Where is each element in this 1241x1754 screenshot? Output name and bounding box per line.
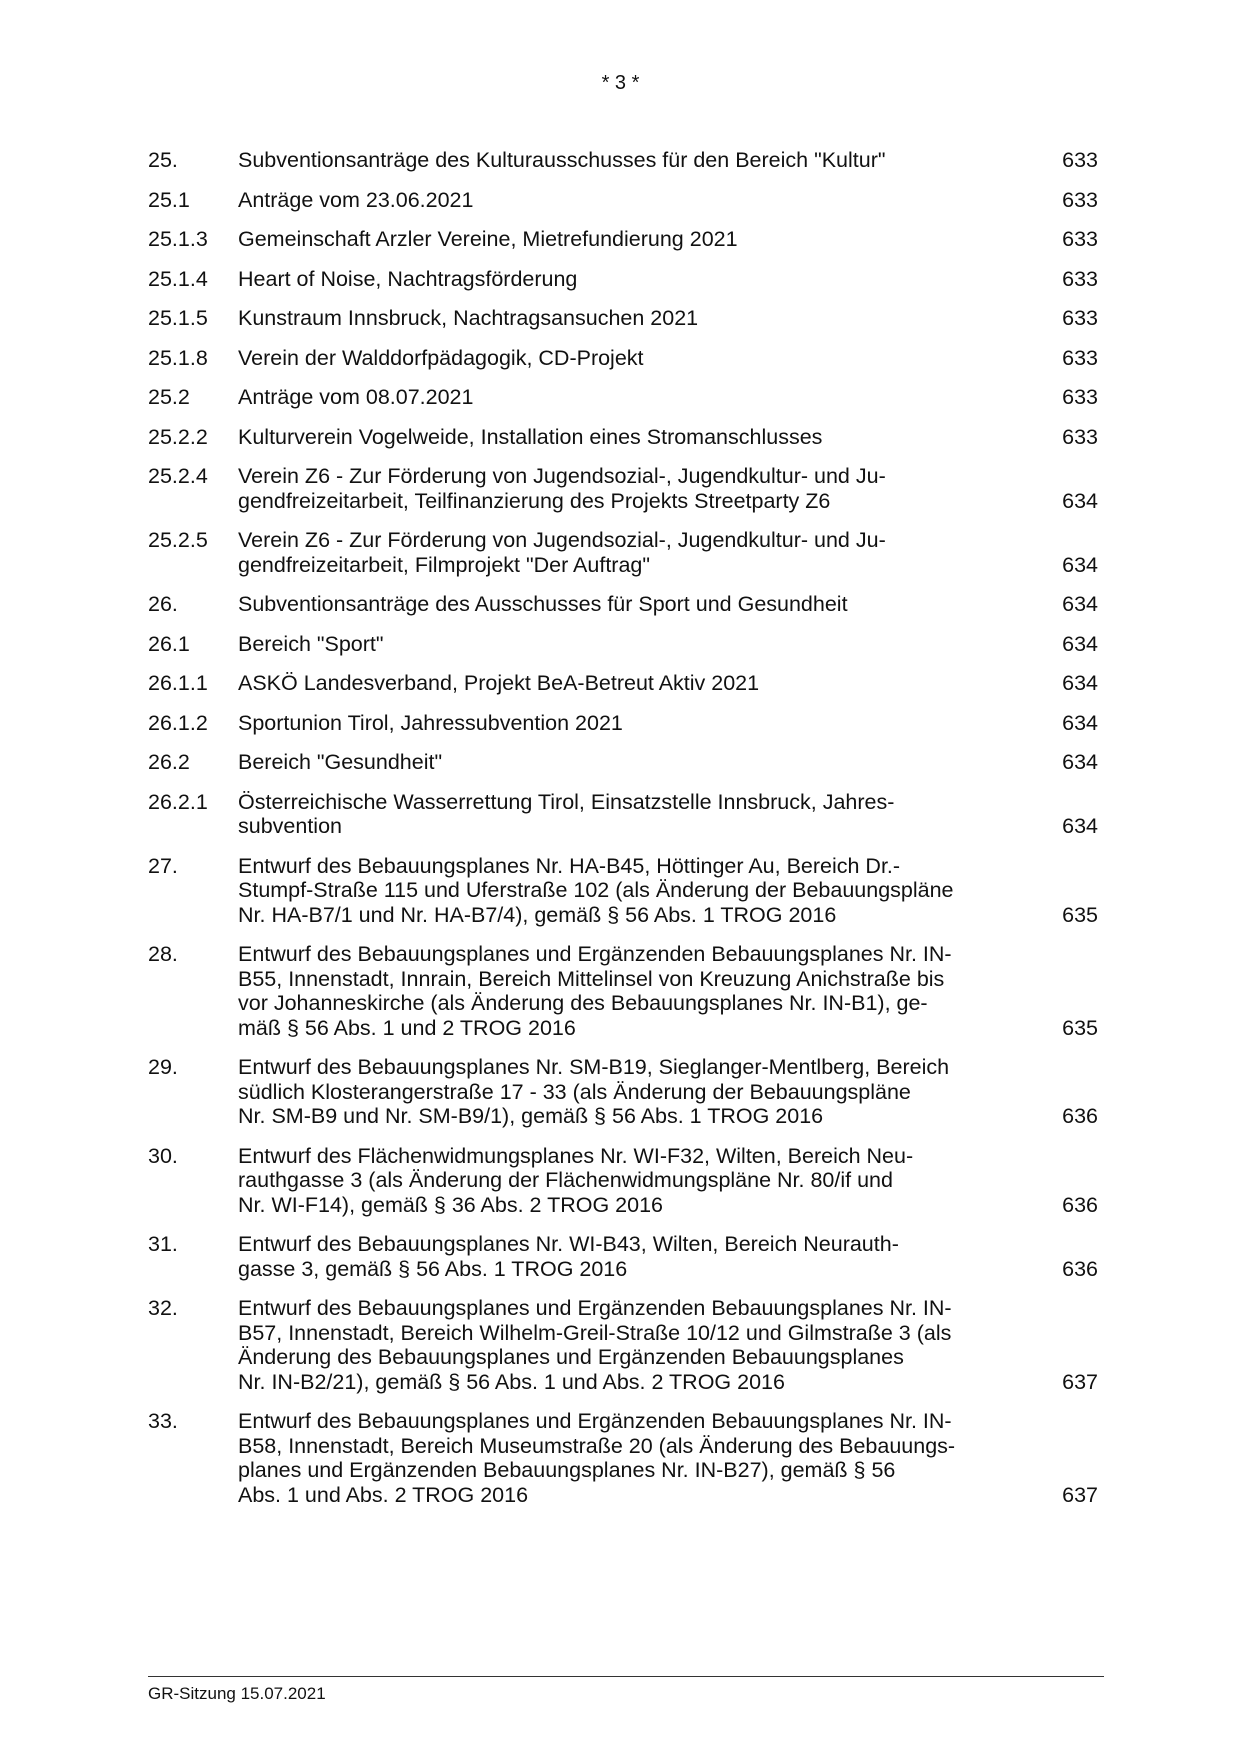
toc-entry [148, 1144, 1098, 1218]
toc-entry-number: 25.1.3 [148, 227, 208, 251]
toc-entry-number: 27. [148, 853, 178, 878]
toc-entry-number: 32. [148, 1296, 178, 1320]
toc-entry [148, 267, 1098, 292]
toc-entry-title: Österreichische Wasserrettung Tirol, Einsatzstelle Innsbruck, Jahres- subvention [238, 789, 895, 838]
toc-entry-title: Bereich "Sport" [238, 631, 384, 656]
toc-entry-page: 634 [1062, 671, 1098, 695]
toc-entry-number: 28. [148, 942, 178, 966]
toc-entry-title: Sportunion Tirol, Jahressubvention 2021 [238, 710, 623, 735]
toc-entry-page: 637 [1062, 1369, 1098, 1394]
toc-entry-page: 635 [1062, 1015, 1098, 1040]
toc-entry-number: 25. [148, 148, 178, 172]
toc-entry-number: 25.2.5 [148, 528, 208, 552]
toc-entry-title: Entwurf des Flächenwidmungsplanes Nr. WI-F32, Wilten, Bereich Neu- rauthgasse 3 (als Änderung der Flächenwidmungspläne Nr. 80/if und Nr. WI-F14), gemäß § 36 Abs. 2 TROG 2016 [238, 1143, 914, 1217]
footer-divider [148, 1676, 1104, 1677]
toc-entry [148, 750, 1098, 775]
toc-entry-title: ASKÖ Landesverband, Projekt BeA-Betreut Aktiv 2021 [238, 671, 760, 695]
toc-entry-title: Subventionsanträge des Ausschusses für Sport und Gesundheit [238, 592, 848, 616]
toc-entry-title: Kunstraum Innsbruck, Nachtragsansuchen 2021 [238, 306, 699, 330]
toc-entry-number: 26.1.2 [148, 710, 208, 735]
toc-entry-number: 31. [148, 1232, 178, 1256]
toc-entry-number: 26.1 [148, 631, 190, 656]
toc-entry-page: 636 [1062, 1104, 1098, 1128]
toc-entry-title: Heart of Noise, Nachtragsförderung [238, 266, 578, 291]
toc-entry-page: 633 [1062, 187, 1098, 212]
toc-entry-page: 633 [1062, 424, 1098, 449]
toc-entry [148, 346, 1098, 371]
toc-entry [148, 592, 1098, 617]
toc-entry-title: Verein Z6 - Zur Förderung von Jugendsozial-, Jugendkultur- und Ju- gendfreizeitarbeit, Teilfinanzierung des Projekts Streetparty Z6 [238, 464, 886, 513]
toc-entry [148, 790, 1098, 839]
toc-entry [148, 854, 1098, 928]
toc-entry-number: 29. [148, 1055, 178, 1079]
toc-entry-title: Bereich "Gesundheit" [238, 750, 443, 774]
toc-entry [148, 1296, 1098, 1394]
toc-entry-page: 634 [1062, 552, 1098, 577]
toc-entry-number: 26.1.1 [148, 671, 208, 695]
toc-entry-title: Subventionsanträge des Kulturausschusses für den Bereich "Kultur" [238, 148, 886, 172]
toc-entry-page: 635 [1062, 902, 1098, 927]
toc-entry-page: 633 [1062, 148, 1098, 172]
toc-entry-number: 25.1.4 [148, 266, 208, 291]
toc-entry [148, 464, 1098, 513]
toc-entry-page: 634 [1062, 750, 1098, 774]
toc-entry-page: 634 [1062, 814, 1098, 838]
toc-entry-title: Entwurf des Bebauungsplanes und Ergänzenden Bebauungsplanes Nr. IN- B55, Innenstadt, Innrain, Bereich Mittelinsel von Kreuzung Anichstraße bis vor Johanneskirche (als Änderung des Bebauungsplanes Nr. IN-B1), ge- mäß § 56 Abs. 1 und 2 TROG 2016 [238, 942, 952, 1040]
toc-entry-number: 25.2 [148, 385, 190, 409]
toc-entry [148, 227, 1098, 252]
toc-entry-page: 634 [1062, 710, 1098, 735]
toc-entry-number: 30. [148, 1143, 178, 1168]
toc-entry [148, 1409, 1098, 1507]
footer-session-date: GR-Sitzung 15.07.2021 [148, 1684, 326, 1703]
toc-entry-title: Entwurf des Bebauungsplanes Nr. SM-B19, Sieglanger-Mentlberg, Bereich südlich Klosterangerstraße 17 - 33 (als Änderung der Bebauungspläne Nr. SM-B9 und Nr. SM-B9/1), gemäß § 56 Abs. 1 TROG 2016 [238, 1055, 950, 1128]
toc-entry [148, 671, 1098, 696]
toc-entry-number: 25.2.2 [148, 424, 208, 449]
toc-entry [148, 1232, 1098, 1281]
toc-entry-title: Gemeinschaft Arzler Vereine, Mietrefundierung 2021 [238, 227, 738, 251]
toc-entry-page: 634 [1062, 592, 1098, 616]
toc-entry [148, 385, 1098, 410]
toc-entry-page: 637 [1062, 1482, 1098, 1507]
toc-entry-title: Entwurf des Bebauungsplanes Nr. HA-B45, Höttinger Au, Bereich Dr.- Stumpf-Straße 115 und Uferstraße 102 (als Änderung der Bebauungspläne Nr. HA-B7/1 und Nr. HA-B7/4), gemäß § 56 Abs. 1 TROG 2016 [238, 853, 954, 927]
toc-entry [148, 1055, 1098, 1129]
toc-entry-page: 633 [1062, 385, 1098, 409]
toc-entry [148, 711, 1098, 736]
toc-entry-page: 636 [1062, 1192, 1098, 1217]
toc-entry [148, 148, 1098, 173]
toc-entry-number: 33. [148, 1409, 178, 1433]
toc-entry-page: 636 [1062, 1256, 1098, 1281]
toc-entry-title: Entwurf des Bebauungsplanes Nr. WI-B43, Wilten, Bereich Neurauth- gasse 3, gemäß § 56 Abs. 1 TROG 2016 [238, 1232, 899, 1281]
toc-entry [148, 942, 1098, 1040]
toc-entry-page: 633 [1062, 227, 1098, 251]
toc-entry [148, 632, 1098, 657]
toc-entry [148, 306, 1098, 331]
toc-entry-title: Verein der Walddorfpädagogik, CD-Projekt [238, 345, 644, 370]
toc-entry-title: Anträge vom 23.06.2021 [238, 187, 474, 212]
toc-entry-title: Verein Z6 - Zur Förderung von Jugendsozial-, Jugendkultur- und Ju- gendfreizeitarbeit, Filmprojekt "Der Auftrag" [238, 528, 886, 577]
toc-entry-number: 25.1.8 [148, 345, 208, 370]
toc-entry [148, 188, 1098, 213]
toc-entry-page: 634 [1062, 488, 1098, 513]
toc-entry-title: Entwurf des Bebauungsplanes und Ergänzenden Bebauungsplanes Nr. IN- B57, Innenstadt, Bereich Wilhelm-Greil-Straße 10/12 und Gilmstraße 3 (als Änderung des Bebauungsplanes und Ergänzenden Bebauungsplanes Nr. IN-B2/21), gemäß § 56 Abs. 1 und Abs. 2 TROG 2016 [238, 1296, 952, 1394]
toc-entry [148, 425, 1098, 450]
toc-entry-number: 26.2.1 [148, 789, 208, 814]
toc-entry-number: 25.2.4 [148, 464, 208, 488]
toc-entry-page: 633 [1062, 345, 1098, 370]
toc-entry-number: 25.1.5 [148, 306, 208, 330]
toc-entry-page: 633 [1062, 266, 1098, 291]
toc-entry-title: Kulturverein Vogelweide, Installation eines Stromanschlusses [238, 424, 823, 449]
table-of-contents [148, 148, 1098, 1522]
toc-entry-title: Anträge vom 08.07.2021 [238, 385, 474, 409]
toc-entry-title: Entwurf des Bebauungsplanes und Ergänzenden Bebauungsplanes Nr. IN- B58, Innenstadt, Bereich Museumstraße 20 (als Änderung des Bebauungs- planes und Ergänzenden Bebauungsplanes Nr. IN-B27), gemäß § 56 Abs. 1 und Abs. 2 TROG 2016 [238, 1409, 956, 1507]
page-number: * 3 * [601, 72, 640, 94]
toc-entry-page: 633 [1062, 306, 1098, 330]
toc-entry-number: 26. [148, 592, 178, 616]
toc-entry-number: 25.1 [148, 187, 190, 212]
toc-entry [148, 528, 1098, 577]
toc-entry-number: 26.2 [148, 750, 190, 774]
toc-entry-page: 634 [1062, 631, 1098, 656]
